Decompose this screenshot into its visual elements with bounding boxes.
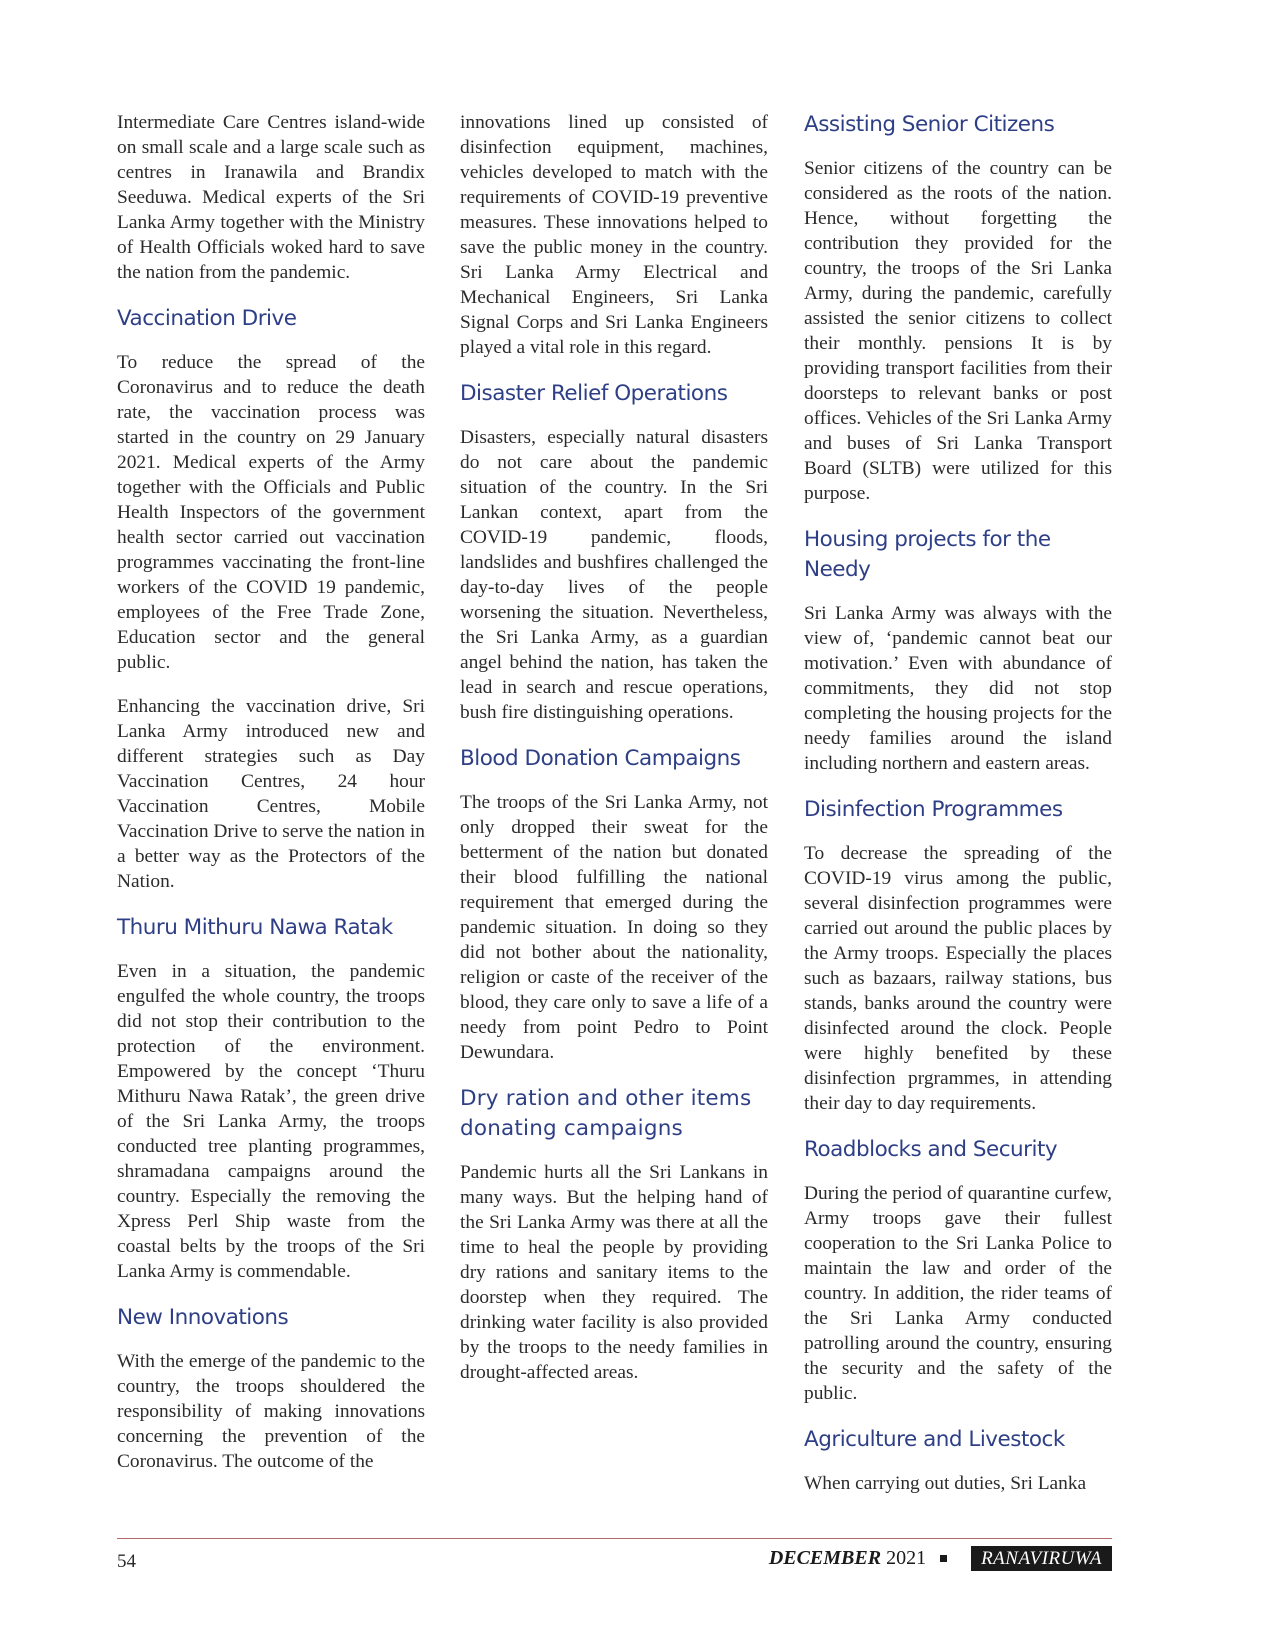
paragraph: The troops of the Sri Lanka Army, not only dropped their sweat for the betterment of the nation but donated their blood fulfilling the national requirement that emerged during the pandemic situation. In doing so they did not bother about the nationality, religion or caste of the receiver of the blood, they care only to save a life of a needy from point Pedro to Point Dewundara. bbox=[460, 792, 768, 1063]
issue-year: 2021 bbox=[886, 1547, 927, 1569]
paragraph: When carrying out duties, Sri Lanka bbox=[804, 1473, 1087, 1494]
section-heading-agriculture: Agriculture and Livestock bbox=[804, 1427, 1065, 1452]
paragraph: Senior citizens of the country can be considered as the roots of the nation. Hence, without forgetting the contribution they provided for the country, the troops of the Sri Lanka Army, during the pandemic, carefully assisted the senior citizens to collect their monthly. pensions It is by providing transport facilities from their doorsteps to relevant banks or post offices. Vehicles of the Sri Lanka Army and buses of Sri Lanka Transport Board (SLTB) were utilized for this purpose. bbox=[804, 158, 1112, 504]
paragraph: With the emerge of the pandemic to the country, the troops shouldered the responsibility of making innovations concerning the prevention of the Coronavirus. The outcome of the bbox=[117, 1351, 425, 1472]
section-heading-new-innovations: New Innovations bbox=[117, 1305, 289, 1330]
paragraph: During the period of quarantine curfew, Army troops gave their fullest cooperation to the Sri Lanka Police to maintain the law and order of the country. In addition, the rider teams of the Sri Lanka Army conducted patrolling around the country, ensuring the security and the safety of the public. bbox=[804, 1183, 1112, 1404]
paragraph: Disasters, especially natural disasters do not care about the pandemic situation of the country. In the Sri Lankan context, apart from the COVID-19 pandemic, floods, landslides and bushfires challenged the day-to-day lives of the people worsening the situation. Nevertheless, the Sri Lanka Army, as a guardian angel behind the nation, has taken the lead in search and rescue operations, bush fire distinguishing operations. bbox=[460, 427, 768, 723]
section-heading-disaster-relief: Disaster Relief Operations bbox=[460, 381, 728, 406]
paragraph: Enhancing the vaccination drive, Sri Lanka Army introduced new and different strategies such as Day Vaccination Centres, 24 hour Vaccination Centres, Mobile Vaccination Drive to serve the nation in a better way as the Protectors of the Nation. bbox=[117, 696, 425, 892]
square-bullet-icon bbox=[940, 1555, 947, 1562]
page-number: 54 bbox=[117, 1551, 136, 1572]
section-heading-housing-projects: Housing projects for the Needy bbox=[804, 527, 1051, 582]
column-3 bbox=[804, 110, 1112, 1496]
section-heading-disinfection: Disinfection Programmes bbox=[804, 797, 1063, 822]
section-heading-roadblocks: Roadblocks and Security bbox=[804, 1137, 1058, 1162]
paragraph: Pandemic hurts all the Sri Lankans in many ways. But the helping hand of the Sri Lanka Army was there at all the time to heal the people by providing dry rations and sanitary items to the doorstep when they required. The drinking water facility is also provided by the troops to the needy families in drought-affected areas. bbox=[460, 1162, 768, 1383]
column-2 bbox=[460, 110, 768, 1385]
paragraph: To decrease the spreading of the COVID-19 virus among the public, several disinfection programmes were carried out around the public places by the Army troops. Especially the places such as bazaars, railway stations, bus stands, banks around the country were disinfected around the clock. People were highly benefited by these disinfection prgrammes, in attending their day to day requirements. bbox=[804, 843, 1112, 1114]
paragraph: Sri Lanka Army was always with the view of, ‘pandemic cannot beat our motivation.’ Even with abundance of commitments, they did not stop completing the housing projects for the needy families around the island including northern and eastern areas. bbox=[804, 603, 1112, 774]
paragraph: innovations lined up consisted of disinfection equipment, machines, vehicles developed to match with the requirements of COVID-19 preventive measures. These innovations helped to save the public money in the country. Sri Lanka Army Electrical and Mechanical Engineers, Sri Lanka Signal Corps and Sri Lanka Engineers played a vital role in this regard. bbox=[460, 112, 768, 358]
magazine-name-badge: RANAVIRUWA bbox=[971, 1546, 1112, 1571]
section-heading-senior-citizens: Assisting Senior Citizens bbox=[804, 112, 1055, 137]
section-heading-vaccination-drive: Vaccination Drive bbox=[117, 306, 297, 331]
footer-divider bbox=[117, 1538, 1112, 1539]
issue-month: DECEMBER bbox=[768, 1547, 882, 1569]
paragraph: Intermediate Care Centres island-wide on small scale and a large scale such as centres in Iranawila and Brandix Seeduwa. Medical experts of the Sri Lanka Army together with the Ministry of Health Officials woked hard to save the nation from the pandemic. bbox=[117, 112, 425, 283]
section-heading-thuru-mithuru: Thuru Mithuru Nawa Ratak bbox=[117, 915, 393, 940]
section-heading-blood-donation: Blood Donation Campaigns bbox=[460, 746, 741, 771]
footer-issue-info bbox=[769, 1546, 1112, 1571]
column-1 bbox=[117, 110, 425, 1474]
section-heading-dry-ration: Dry ration and other items donating campaigns bbox=[460, 1086, 752, 1141]
paragraph: Even in a situation, the pandemic engulfed the whole country, the troops did not stop their contribution to the protection of the environment. Empowered by the concept ‘Thuru Mithuru Nawa Ratak’, the green drive of the Sri Lanka Army, the troops conducted tree planting programmes, shramadana campaigns around the country. Especially the removing the Xpress Perl Ship waste from the coastal belts by the troops of the Sri Lanka Army is commendable. bbox=[117, 961, 425, 1282]
paragraph: To reduce the spread of the Coronavirus and to reduce the death rate, the vaccination process was started in the country on 29 January 2021. Medical experts of the Army together with the Officials and Public Health Inspectors of the government health sector carried out vaccination programmes vaccinating the front-line workers of the COVID 19 pandemic, employees of the Free Trade Zone, Education sector and the general public. bbox=[117, 352, 425, 673]
